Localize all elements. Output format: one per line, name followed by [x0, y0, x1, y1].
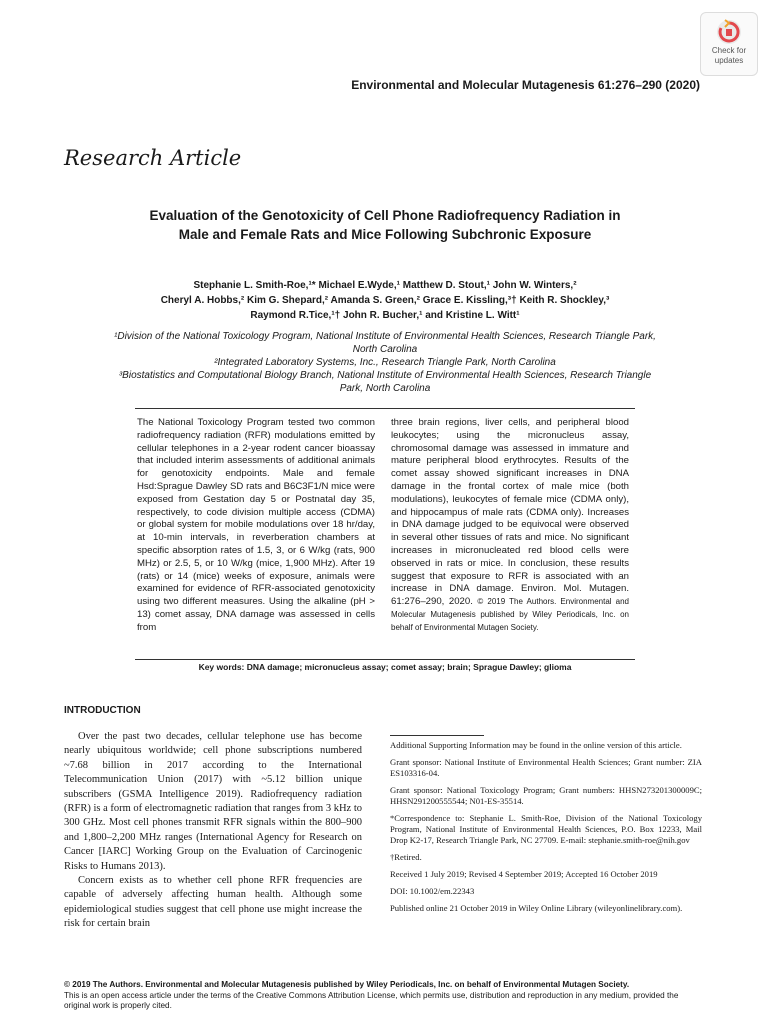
footer-license: This is an open access article under the terms of the Creative Commons Attribution License, which permits use, distribution and reproduction in any medium, provided the original work is properly cited. [64, 990, 679, 1010]
note: *Correspondence to: Stephanie L. Smith-Roe, Division of the National Toxicology Program, National Institute of Environmental Health Sciences, P.O. Box 12233, Mail Drop K2-17, Research Triangle Park, NC 27709. E-mail: stephanie.smith-roe@nih.gov [390, 813, 702, 845]
introduction-text [64, 730, 362, 932]
note: †Retired. [390, 852, 422, 862]
author-list [110, 278, 660, 323]
author-line: Cheryl A. Hobbs,² Kim G. Shepard,² Amanda S. Green,² Grace E. Kissling,³† Keith R. Shockley,³ [160, 295, 610, 306]
keywords: Key words: DNA damage; micronucleus assay; comet assay; brain; Sprague Dawley; glioma [198, 662, 572, 672]
check-for-updates-icon [716, 19, 742, 45]
note: Additional Supporting Information may be found in the online version of this article. [390, 740, 682, 750]
license-footer [64, 980, 704, 1012]
section-heading: INTRODUCTION [64, 705, 141, 716]
affiliations [110, 330, 660, 395]
affiliation: ³Biostatistics and Computational Biology Branch, National Institute of Environmental Health Sciences, Research Triangle Park, North Carolina [118, 370, 652, 394]
author-line: Raymond R.Tice,¹† John R. Bucher,¹ and Kristine L. Witt¹ [250, 310, 520, 321]
note: Received 1 July 2019; Revised 4 September 2019; Accepted 16 October 2019 [390, 869, 658, 879]
abstract-left-column: The National Toxicology Program tested two common radiofrequency radiation (RFR) modulations emitted by cellular telephones in a 2-year rodent cancer bioassay that included interim assessments of additional animals for genotoxicity endpoints. Male and female Hsd:Sprague Dawley SD rats and B6C3F1/N mice were exposed from Gestation day 5 or Postnatal day 35, respectively, to code division multiple access (CDMA) or global system for mobile modulations over 18 hr/day, at 10-min intervals, in reverberation chambers at specific absorption rates of 1.5, 3, or 6 W/kg (rats, 900 MHz) or 2.5, 5, or 10 W/kg (mice, 1,900 MHz). After 19 (rats) or 14 (mice) weeks of exposure, animals were examined for evidence of RFR-associated genotoxicity using two different measures. Using the alkaline (pH > 13) comet assay, DNA damage was assessed in cells from [137, 417, 375, 633]
affiliation: ¹Division of the National Toxicology Program, National Institute of Environmental Health Sciences, Research Triangle Park, North Carolina [114, 331, 656, 355]
abstract-copyright: © 2019 The Authors. Environmental and Molecular Mutagenesis published by Wiley Periodicals, Inc. on behalf of Environmental Mutagen Society. [391, 597, 629, 632]
footnote-rule [390, 735, 484, 736]
note: DOI: 10.1002/em.22343 [390, 886, 475, 896]
paragraph: Concern exists as to whether cell phone RFR frequencies are capable of adversely affecting human health. Although some epidemiological studies suggest that cell phone use might increase the risk for certain brain [64, 875, 362, 930]
journal-citation: Environmental and Molecular Mutagenesis 61:276–290 (2020) [351, 78, 700, 92]
paragraph: Over the past two decades, cellular telephone use has become nearly ubiquitous worldwide; cell phone subscriptions numbered ~7.68 billion in 2017 according to the International Telecommunication Union (2017) with ~5.12 billion unique subscribers (GSMA Intelligence 2019). Radiofrequency radiation (RFR) is a form of electromagnetic radiation that ranges from 3 kHz to 300 GHz. Most cell phones transmit RFR signals within the 800–900 and 1,800–2,200 MHz ranges (International Agency for Research on Cancer [IARC] Working Group on the Evaluation of Carcinogenic Risks to Humans 2013). [64, 731, 362, 872]
article-title: Evaluation of the Genotoxicity of Cell Phone Radiofrequency Radiation in Male and Female Rats and Mice Following Subchronic Exposure [149, 208, 621, 242]
note: Grant sponsor: National Toxicology Program; Grant numbers: HHSN273201300009C; HHSN291200555544; N01-ES-35514. [390, 785, 702, 806]
footer-copyright: © 2019 The Authors. Environmental and Molecular Mutagenesis published by Wiley Periodicals, Inc. on behalf of Environmental Mutagen Society. [64, 980, 630, 989]
badge-line1: Check for [711, 46, 747, 55]
abstract-right-column [391, 417, 629, 635]
abstract-right-text: three brain regions, liver cells, and peripheral blood leukocytes; using the micronucleus assay, chromosomal damage was assessed in immature and mature peripheral blood erythrocytes. Results of the comet assay showed significant increases in DNA damage in the frontal cortex of male mice (both modulations), leukocytes of female mice (CDMA only), and hippocampus of male rats (CDMA only). Increases in DNA damage judged to be equivocal were observed in several other tissues of rats and mice. No significant increases in micronucleated red blood cells were observed in rats or mice. In conclusion, these results suggest that exposure to RFR is associated with an increase in DNA damage. Environ. Mol. Mutagen. 61:276–290, 2020. [391, 417, 629, 608]
article-type: Research Article [64, 146, 242, 170]
check-for-updates-badge[interactable] [700, 12, 758, 76]
author-line: Stephanie L. Smith-Roe,¹* Michael E.Wyde,¹ Matthew D. Stout,¹ John W. Winters,² [193, 280, 577, 291]
note: Published online 21 October 2019 in Wiley Online Library (wileyonlinelibrary.com). [390, 903, 683, 913]
note: Grant sponsor: National Institute of Environmental Health Sciences; Grant number: ZIA ES103316-04. [390, 757, 702, 778]
badge-line2: updates [714, 56, 744, 65]
affiliation: ²Integrated Laboratory Systems, Inc., Research Triangle Park, North Carolina [214, 357, 556, 368]
article-notes [390, 735, 702, 920]
abstract [135, 408, 635, 660]
